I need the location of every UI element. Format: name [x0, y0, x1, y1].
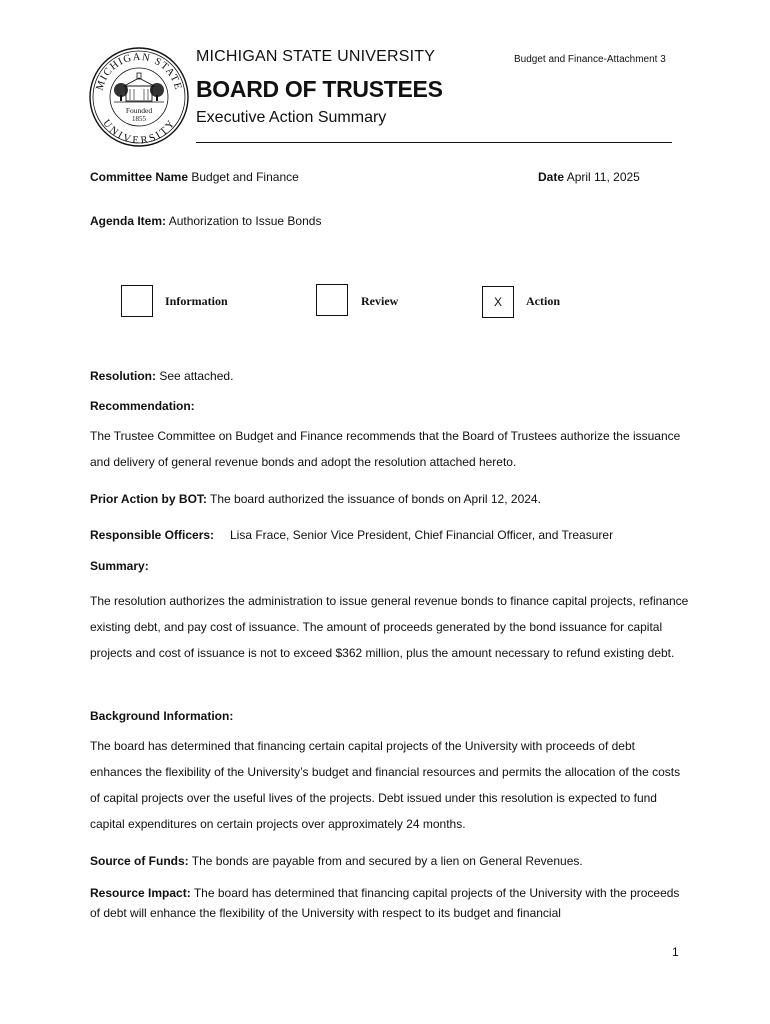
recommendation-text: The Trustee Committee on Budget and Finance recommends that the Board of Trustees authorize the issuance and delivery of general revenue bonds and adopt the resolution attached hereto.: [90, 429, 681, 469]
source-of-funds-label: Source of Funds:: [90, 854, 189, 868]
recommendation-heading: Recommendation:: [90, 399, 195, 413]
page-number: 1: [672, 945, 679, 959]
information-checkbox[interactable]: [121, 285, 153, 317]
document-subtitle: Executive Action Summary: [196, 109, 387, 126]
action-check-mark: X: [493, 295, 502, 309]
date-label: Date: [538, 170, 565, 184]
seal-founded: Founded: [125, 106, 153, 115]
resolution-line: [90, 368, 233, 384]
committee-label: Committee Name: [90, 170, 189, 184]
officers-value: Lisa Frace, Senior Vice President, Chief Financial Officer, and Treasurer: [230, 528, 614, 542]
resource-impact-paragraph: [90, 883, 690, 923]
agenda-line: [90, 213, 321, 229]
board-title: BOARD OF TRUSTEES: [196, 76, 443, 102]
agenda-value: Authorization to Issue Bonds: [168, 214, 322, 228]
committee-line: [90, 169, 299, 185]
date-line: [538, 169, 640, 185]
seal-year: 1855: [132, 115, 146, 123]
prior-action-line: [90, 491, 541, 507]
prior-action-label: Prior Action by BOT:: [90, 492, 207, 506]
header-rule: [196, 142, 672, 143]
date-value: April 11, 2025: [566, 170, 640, 184]
review-label: Review: [361, 294, 399, 308]
action-label: Action: [526, 294, 560, 308]
summary-heading: Summary:: [90, 559, 149, 573]
seal-text-bottom: UNIVERSITY: [100, 117, 178, 147]
source-of-funds-value: The bonds are payable from and secured by a lien on General Revenues.: [191, 854, 583, 868]
officers-label: Responsible Officers:: [90, 528, 215, 542]
resolution-value: See attached.: [159, 369, 234, 383]
summary-text: The resolution authorizes the administration to issue general revenue bonds to finance capital projects, refinance existing debt, and pay cost of issuance. The amount of proceeds generated by the bond issuance for capital projects and cost of issuance is not to exceed $362 million, plus the amount necessary to refund existing debt.: [90, 594, 689, 660]
review-checkbox[interactable]: [316, 284, 348, 316]
resolution-label: Resolution:: [90, 369, 156, 383]
seal-text-top: MICHIGAN STATE: [94, 51, 184, 92]
source-of-funds-line: [90, 853, 583, 869]
prior-action-value: The board authorized the issuance of bonds on April 12, 2024.: [210, 492, 541, 506]
information-label: Information: [165, 294, 228, 308]
background-text: The board has determined that financing certain capital projects of the University with proceeds of debt enhances the flexibility of the University’s budget and financial resources and permits the allocation of the costs of capital projects over the useful lives of the projects. Debt issued under this resolution is expected to fund capital expenditures on certain projects over approximately 24 months.: [90, 739, 681, 831]
committee-value: Budget and Finance: [191, 170, 299, 184]
university-seal: [88, 46, 190, 148]
resource-impact-label: Resource Impact:: [90, 886, 191, 900]
resource-impact-text: The board has determined that financing capital projects of the University with the proceeds of debt will enhance the flexibility of the University with respect to its budget and financial: [90, 886, 680, 920]
background-heading: Background Information:: [90, 709, 234, 723]
action-checkbox[interactable]: [482, 286, 514, 318]
university-name: MICHIGAN STATE UNIVERSITY: [196, 48, 436, 65]
attachment-label: Budget and Finance-Attachment 3: [514, 54, 666, 65]
agenda-label: Agenda Item:: [90, 214, 167, 228]
